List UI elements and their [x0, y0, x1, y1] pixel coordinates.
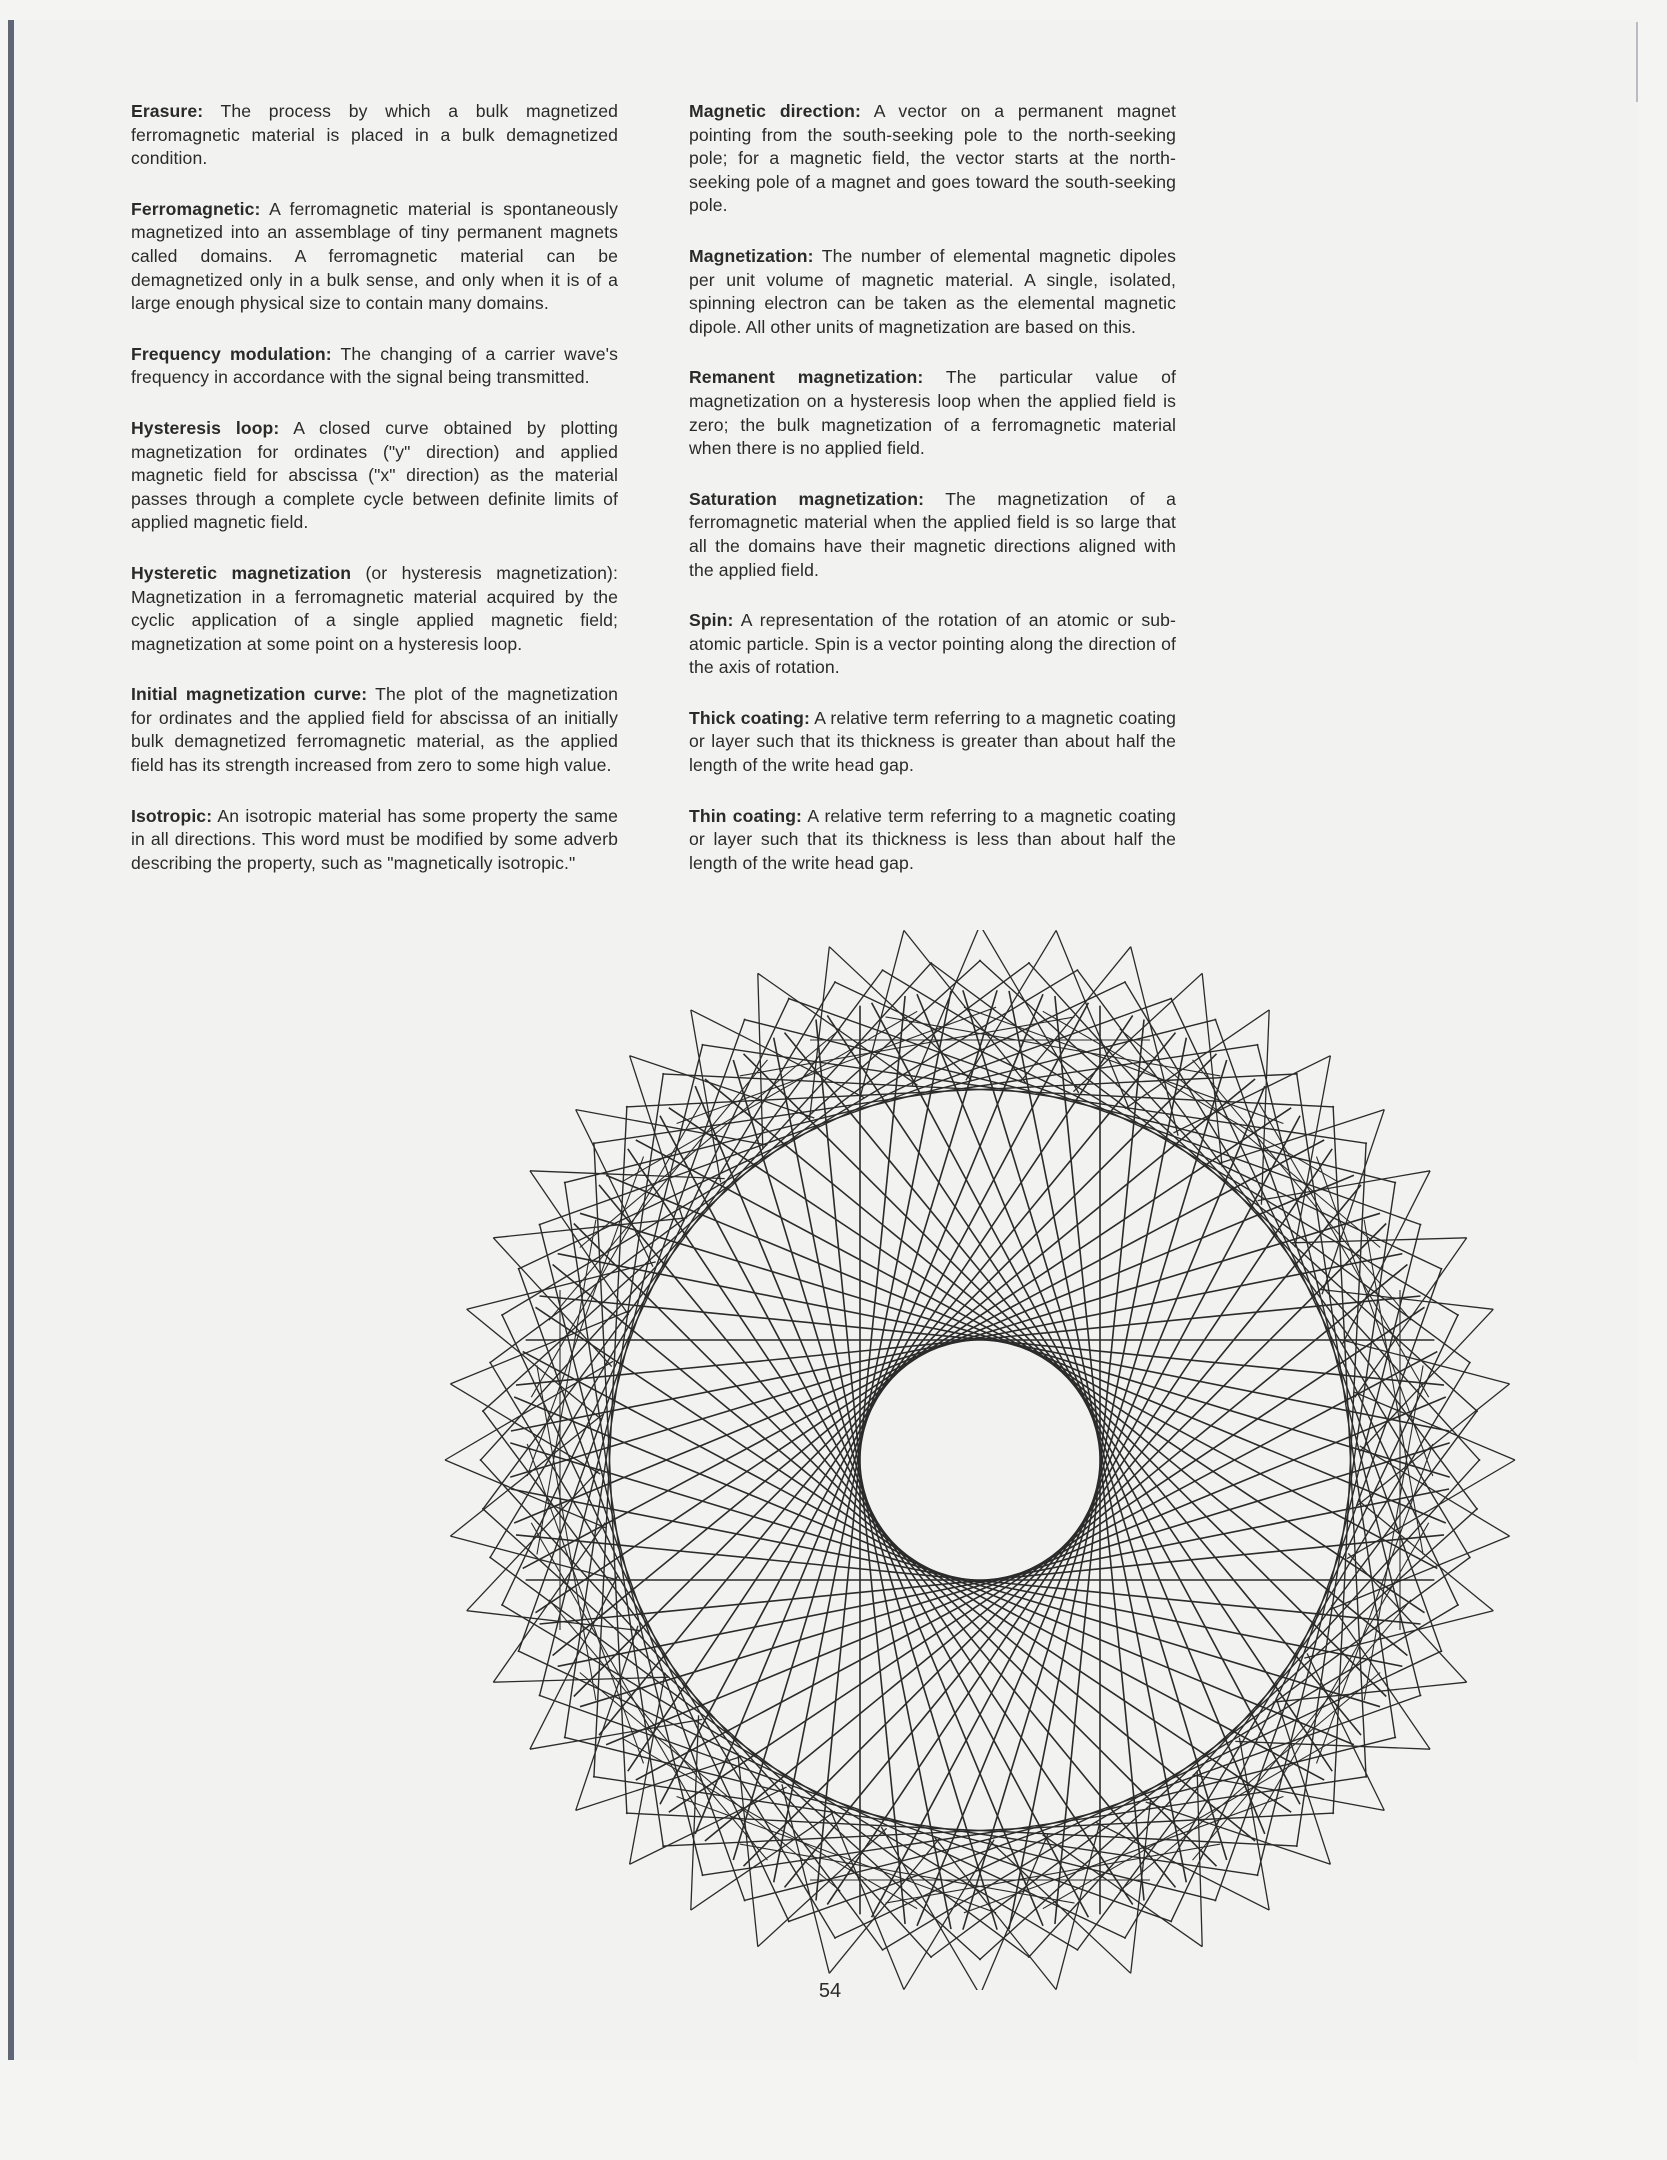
spirograph-lines — [445, 930, 1515, 1990]
spirograph-line — [758, 973, 763, 1148]
glossary-term: Remanent magnetization: — [689, 367, 924, 388]
spirograph-line — [580, 1673, 841, 1892]
spirograph-line — [788, 998, 1421, 1225]
glossary-definition: A relative term referring to a magnetic coating or layer such that its thickness is less than about half the length of the write head gap. — [689, 805, 1177, 873]
spirograph-line — [1320, 1289, 1494, 1309]
spirograph-line — [1120, 1029, 1381, 1248]
spirograph-line — [539, 998, 1172, 1225]
page-edge-mark — [1636, 22, 1638, 102]
glossary-definition: The magnetization of a ferromagnetic material when the applied field is so large that all the domains have their magnetic directions aligned with the applied field. — [689, 488, 1176, 580]
spirograph-line — [1360, 1446, 1510, 1536]
spirograph-line — [450, 1384, 600, 1474]
glossary-entry — [131, 562, 618, 656]
spirograph-line — [809, 947, 829, 1121]
spirograph-line — [1131, 1800, 1151, 1974]
spirograph-line — [1218, 1110, 1384, 1164]
glossary-entry — [689, 366, 1176, 460]
glossary-term: Hysteretic magnetization — [131, 562, 352, 583]
spirograph-line — [467, 1611, 641, 1631]
glossary-term: Hysteresis loop: — [131, 417, 280, 438]
spirograph-line — [1197, 1772, 1202, 1947]
glossary-entry — [689, 805, 1176, 876]
spirograph-line — [493, 1677, 668, 1682]
spirograph-line — [467, 1262, 656, 1309]
glossary-term: Thin coating: — [689, 805, 803, 826]
glossary-definition: The changing of a carrier wave's frequency in accordance with the signal being transmitted. — [131, 343, 618, 388]
glossary-definition: A ferromagnetic material is spontaneously magnetized into an assemblage of tiny permanent magnets called domains. A ferromagnetic material can be demagnetized only in a bulk sense, and only when it is of a large enough physical size to contain many domains. — [131, 198, 618, 314]
glossary-entry — [689, 100, 1176, 218]
spirograph-line — [1304, 1611, 1493, 1658]
glossary-definition: (or hysteresis magnetization): Magnetization in a ferromagnetic material acquired by the cyclic application of a single applied magnetic field; magnetization at some point on a hysteresis loop. — [131, 562, 618, 654]
spirograph-line — [518, 1268, 745, 1901]
spirograph-line — [1120, 1673, 1381, 1892]
spirograph-line — [1215, 1268, 1442, 1901]
glossary-term: Magnetization: — [689, 245, 814, 266]
glossary-entry — [689, 245, 1176, 339]
glossary-term: Initial magnetization curve: — [131, 684, 368, 705]
glossary-definition: The particular value of magnetization on a hysteresis loop when the applied field is zero; the bulk magnetization of a ferromagnetic material when there is no applied field. — [689, 367, 1177, 459]
spirograph-line — [518, 1019, 745, 1652]
glossary-term: Magnetic direction: — [689, 101, 861, 121]
spirograph-line — [904, 1840, 994, 1990]
glossary-entry — [689, 488, 1176, 582]
glossary-term: Saturation magnetization: — [689, 488, 925, 509]
glossary-definition: A relative term referring to a magnetic coating or layer such that its thickness is greater than about half the length of the write head gap. — [689, 707, 1176, 776]
glossary-definition: A closed curve obtained by plotting magnetization for ordinates ("y" direction) and applied magnetic field for abscissa ("x" direction) as the material passes through a complete cycle between definite limits of applied magnetic field. — [131, 417, 618, 533]
glossary-entry — [131, 343, 618, 390]
glossary-entry — [131, 198, 618, 316]
spirograph-line — [576, 1756, 742, 1810]
glossary-term: Erasure: — [131, 101, 204, 121]
glossary-term: Isotropic: — [131, 805, 213, 826]
glossary-term: Frequency modulation: — [131, 343, 332, 364]
spirograph-line — [1215, 1019, 1442, 1652]
glossary-entry — [689, 609, 1176, 680]
spirograph-line — [1292, 1238, 1467, 1243]
spirograph-line — [782, 1784, 829, 1973]
spirograph-line — [1276, 1698, 1330, 1864]
glossary-term: Spin: — [689, 610, 734, 631]
glossary-entry — [689, 707, 1176, 778]
glossary-definition: The number of elemental magnetic dipoles per unit volume of magnetic material. A single, isolated, spinning electron can be taken as the elemental magnetic dipole. All other units of magnetization are based on this. — [689, 245, 1177, 337]
glossary-entry — [131, 683, 618, 777]
glossary-term: Ferromagnetic: — [131, 198, 261, 219]
binding-edge — [8, 20, 14, 2060]
page-number: 54 — [818, 1980, 842, 2002]
spirograph-line — [788, 1695, 1421, 1922]
spirograph-line — [549, 1060, 768, 1321]
spirograph-line — [1131, 947, 1178, 1136]
glossary-definition: The process by which a bulk magnetized ferromagnetic material is placed in a bulk demagnetized condition. — [131, 101, 618, 169]
spirograph-illustration — [440, 930, 1520, 1990]
glossary-definition: The plot of the magnetization for ordinates and the applied field for abscissa of an initially bulk demagnetized ferromagnetic material, as the applied field has its strength increased from zero to some high value. — [131, 684, 619, 776]
spirograph-line — [1193, 1600, 1412, 1861]
spirograph-line — [539, 1695, 1172, 1922]
glossary-definition: A vector on a permanent magnet pointing from the south-seeking pole to the north-seeking pole; for a magnetic field, the vector starts at the north-seeking pole of a magnet and goes toward the south-seeking pole. — [689, 101, 1176, 216]
glossary-entry — [131, 100, 618, 171]
glossary-definition: An isotropic material has some property the same in all directions. This word must be modified by some adverb describing the property, such as "magnetically isotropic." — [131, 805, 618, 873]
glossary-column-right — [689, 100, 1176, 902]
spirograph-line — [966, 930, 1056, 1080]
spirograph-line — [1193, 1060, 1412, 1321]
glossary-entry — [131, 417, 618, 535]
glossary-column-left — [131, 100, 618, 902]
spirograph-line — [580, 1029, 841, 1248]
glossary-definition: A representation of the rotation of an atomic or sub-atomic particle. Spin is a vector pointing along the direction of the axis of rotation. — [689, 610, 1176, 678]
glossary-term: Thick coating: — [689, 707, 810, 728]
glossary-entry — [131, 805, 618, 876]
spirograph-line — [549, 1600, 768, 1861]
spirograph-line — [630, 1056, 684, 1222]
